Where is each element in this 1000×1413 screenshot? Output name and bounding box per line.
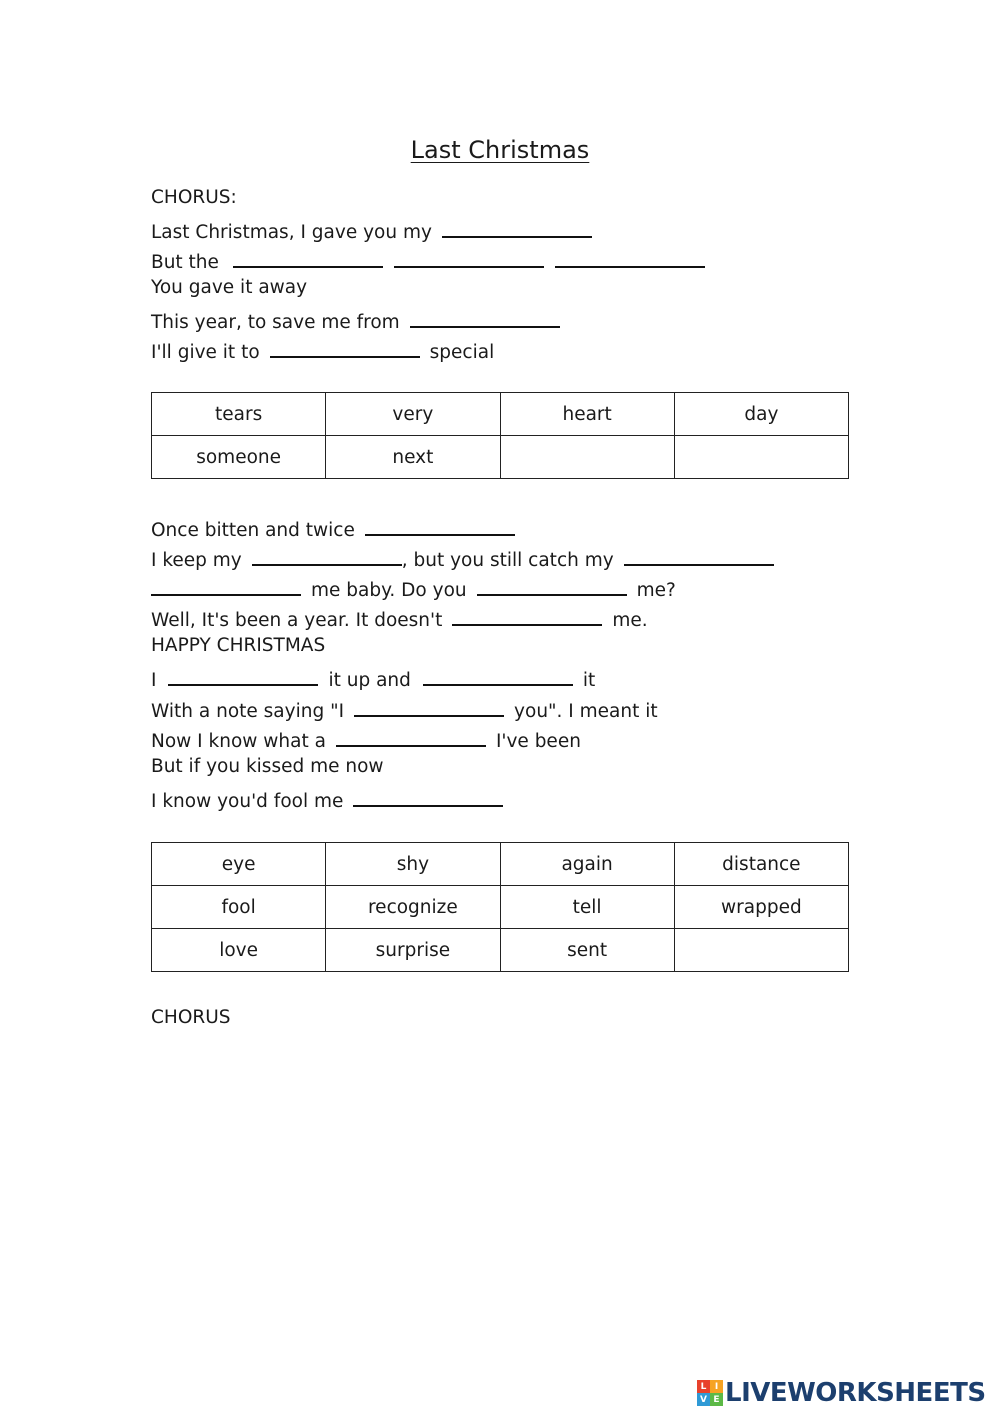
word-cell	[500, 436, 674, 479]
logo-mark-e: E	[710, 1393, 723, 1406]
line-text: With a note saying "I	[151, 701, 345, 722]
verse-line-6	[151, 664, 596, 691]
blank-field[interactable]	[394, 246, 544, 268]
verse-line-3	[151, 574, 676, 601]
blank-field[interactable]	[353, 785, 503, 807]
word-cell[interactable]: love	[152, 929, 326, 972]
word-cell[interactable]: someone	[152, 436, 326, 479]
line-text: I keep my	[151, 550, 242, 571]
table-row	[152, 886, 849, 929]
blank-field[interactable]	[168, 664, 318, 686]
word-cell[interactable]: sent	[500, 929, 674, 972]
word-cell	[674, 929, 848, 972]
line-text: I know you'd fool me	[151, 791, 344, 812]
blank-field[interactable]	[452, 604, 602, 626]
line-text: you". I meant it	[514, 701, 658, 722]
liveworksheets-logo[interactable]	[697, 1378, 986, 1408]
blank-field[interactable]	[365, 514, 515, 536]
line-text: But the	[151, 252, 219, 273]
line-text: me?	[636, 580, 676, 601]
word-cell[interactable]: shy	[326, 843, 500, 886]
line-text: Now I know what a	[151, 731, 326, 752]
word-cell[interactable]: very	[326, 393, 500, 436]
chorus-line-1	[151, 216, 598, 243]
line-text: This year, to save me from	[151, 312, 400, 333]
chorus-line-4	[151, 306, 566, 333]
verse-line-4	[151, 604, 648, 631]
blank-field[interactable]	[336, 725, 486, 747]
blank-field[interactable]	[423, 664, 573, 686]
word-cell[interactable]: wrapped	[674, 886, 848, 929]
blank-field[interactable]	[442, 216, 592, 238]
page-title: Last Christmas	[410, 136, 590, 164]
word-cell[interactable]: day	[674, 393, 848, 436]
blank-field[interactable]	[555, 246, 705, 268]
line-text: it up and	[328, 670, 411, 691]
logo-mark-i: I	[710, 1380, 723, 1393]
blank-field[interactable]	[252, 544, 402, 566]
blank-field[interactable]	[270, 336, 420, 358]
line-text: I've been	[495, 731, 581, 752]
word-cell[interactable]: tell	[500, 886, 674, 929]
logo-text: LIVEWORKSHEETS	[725, 1378, 986, 1408]
table-row	[152, 929, 849, 972]
verse-line-8	[151, 725, 581, 752]
line-text: me.	[612, 610, 648, 631]
chorus-line-5	[151, 336, 495, 363]
logo-mark-v: V	[697, 1393, 710, 1406]
liveworksheets-logo-icon	[697, 1380, 723, 1406]
chorus-end: CHORUS	[151, 1007, 231, 1028]
word-cell[interactable]: heart	[500, 393, 674, 436]
word-cell[interactable]: fool	[152, 886, 326, 929]
line-text: , but you still catch my	[401, 550, 614, 571]
blank-field[interactable]	[233, 246, 383, 268]
table-row	[152, 436, 849, 479]
chorus-line-2	[151, 246, 711, 273]
blank-field[interactable]	[151, 574, 301, 596]
verse-line-5: HAPPY CHRISTMAS	[151, 635, 326, 656]
verse-line-10	[151, 785, 509, 812]
verse-line-9: But if you kissed me now	[151, 756, 384, 777]
blank-field[interactable]	[354, 695, 504, 717]
blank-field[interactable]	[410, 306, 560, 328]
word-cell[interactable]: surprise	[326, 929, 500, 972]
line-text: I	[151, 670, 157, 691]
word-cell	[674, 436, 848, 479]
word-cell[interactable]: again	[500, 843, 674, 886]
verse-line-1	[151, 514, 521, 541]
blank-field[interactable]	[477, 574, 627, 596]
word-cell[interactable]: eye	[152, 843, 326, 886]
line-text: special	[429, 342, 495, 363]
table-row	[152, 393, 849, 436]
logo-mark-l: L	[697, 1380, 710, 1393]
line-text: Last Christmas, I gave you my	[151, 222, 432, 243]
verse-line-2	[151, 544, 780, 571]
word-cell[interactable]: recognize	[326, 886, 500, 929]
line-text: Well, It's been a year. It doesn't	[151, 610, 443, 631]
line-text: I'll give it to	[151, 342, 260, 363]
verse-line-7	[151, 695, 658, 722]
word-cell[interactable]: next	[326, 436, 500, 479]
blank-field[interactable]	[624, 544, 774, 566]
line-text: me baby. Do you	[311, 580, 467, 601]
word-cell[interactable]: tears	[152, 393, 326, 436]
word-bank-table-1	[151, 392, 849, 479]
line-text: Once bitten and twice	[151, 520, 355, 541]
chorus-heading: CHORUS:	[151, 187, 237, 208]
chorus-line-3: You gave it away	[151, 277, 308, 298]
word-bank-table-2	[151, 842, 849, 972]
table-row	[152, 843, 849, 886]
word-cell[interactable]: distance	[674, 843, 848, 886]
line-text: it	[582, 670, 596, 691]
